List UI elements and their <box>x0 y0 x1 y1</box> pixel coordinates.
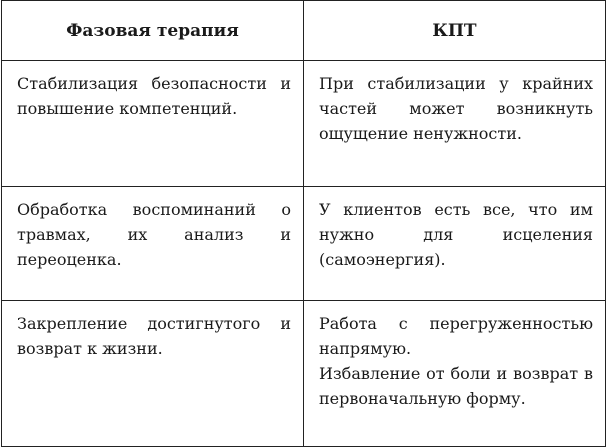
cell-cbt-line: Избавление от боли и возврат в первоначальную форму. <box>319 364 593 408</box>
cell-phase: Стабилизация безопасности и повышение компетенций. <box>2 61 304 187</box>
header-phase-therapy: Фазовая терапия <box>2 1 304 61</box>
table-row <box>2 301 606 447</box>
cell-cbt <box>304 301 606 447</box>
cell-phase: Обработка воспоминаний о травмах, их анализ и переоценка. <box>2 187 304 301</box>
comparison-table <box>1 0 606 447</box>
table-row <box>2 187 606 301</box>
cell-cbt: У клиентов есть все, что им нужно для исцеления (самоэнергия). <box>304 187 606 301</box>
cell-cbt-line: Работа с перегруженностью напрямую. <box>319 314 593 358</box>
table-row <box>2 61 606 187</box>
cell-phase: Закрепление достигнутого и возврат к жизни. <box>2 301 304 447</box>
cell-cbt: При стабилизации у крайних частей может возникнуть ощущение ненужности. <box>304 61 606 187</box>
header-cbt: КПТ <box>304 1 606 61</box>
table-header-row <box>2 1 606 61</box>
